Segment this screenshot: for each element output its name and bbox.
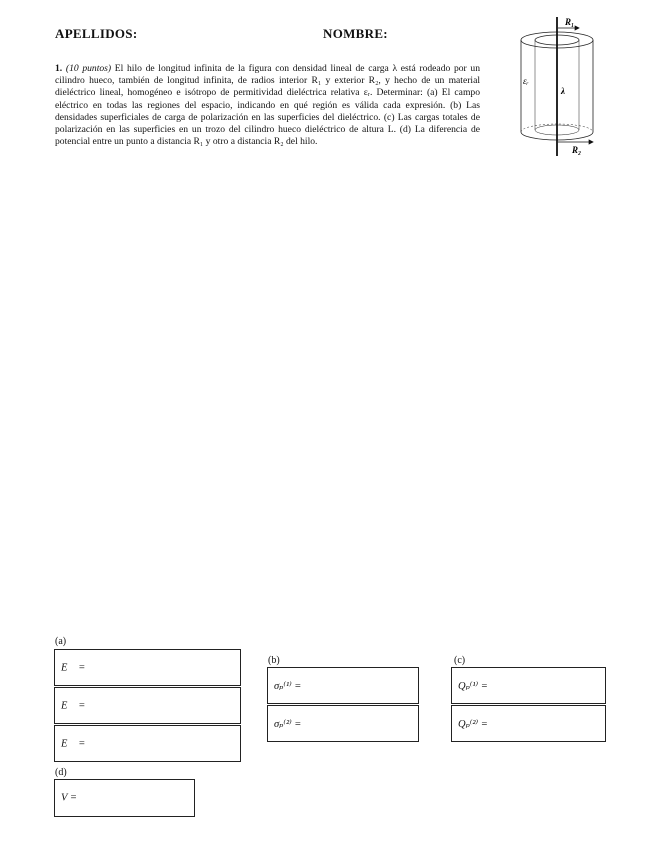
lambda-label: λ — [561, 86, 565, 96]
r2-label: R₂ — [572, 145, 582, 155]
field-label-c1: Qₚ⁽¹⁾ = — [458, 680, 488, 692]
field-label-b2: σₚ⁽²⁾ = — [274, 718, 302, 730]
r1-label: R₁ — [565, 17, 575, 27]
r1-arrowhead — [575, 26, 579, 30]
nombre-label: NOMBRE: — [323, 26, 388, 41]
field-label-c2: Qₚ⁽²⁾ = — [458, 718, 488, 730]
problem-statement — [55, 63, 480, 148]
answer-box-c2[interactable] — [451, 705, 606, 742]
answer-box-b1[interactable] — [267, 667, 419, 704]
answer-box-c1[interactable] — [451, 667, 606, 704]
answer-box-a2[interactable] — [54, 687, 241, 724]
epsilon-label: εᵣ — [523, 76, 529, 86]
part-b-label: (b) — [268, 655, 280, 666]
field-label-a2: E⃗ = — [61, 700, 86, 711]
problem-points: (10 puntos) — [65, 63, 112, 74]
part-a-label: (a) — [55, 636, 67, 647]
answer-box-d[interactable] — [54, 779, 195, 817]
answer-box-a1[interactable] — [54, 649, 241, 686]
field-label-b1: σₚ⁽¹⁾ = — [274, 680, 302, 692]
problem-number: 1. — [55, 63, 63, 74]
part-d-label: (d) — [55, 767, 67, 778]
r2-arrowhead — [589, 140, 593, 144]
field-label-d: V = — [61, 792, 77, 804]
cylinder-figure — [510, 14, 620, 160]
problem-text: El hilo de longitud infinita de la figura con densidad lineal de carga λ está rodeado por un cilindro hueco, también de longitud infinita, de radios interior R₁ y exterior R₂, y hecho de un material dieléctrico lineal, homogéneo e isótropo de permitividad dieléctrica relativa εᵣ. Determinar: (a) El campo eléctrico en todas las regiones del espacio, indicando en qué región es válida cada expresión. (b) Las densidades superficiales de carga de polarización en las superficies del dieléctrico. (c) Las cargas totales de polarización en las superficies en un trozo del cilindro hueco dieléctrico de altura L. (d) La diferencia de potencial entre un punto a distancia R₁ y otro a distancia R₂ del hilo. — [55, 63, 481, 148]
apellidos-label: APELLIDOS: — [55, 26, 138, 41]
answer-box-b2[interactable] — [267, 705, 419, 742]
part-c-label: (c) — [454, 655, 466, 666]
field-label-a1: E⃗ = — [61, 662, 86, 673]
field-label-a3: E⃗ = — [61, 738, 86, 749]
answer-box-a3[interactable] — [54, 725, 241, 762]
